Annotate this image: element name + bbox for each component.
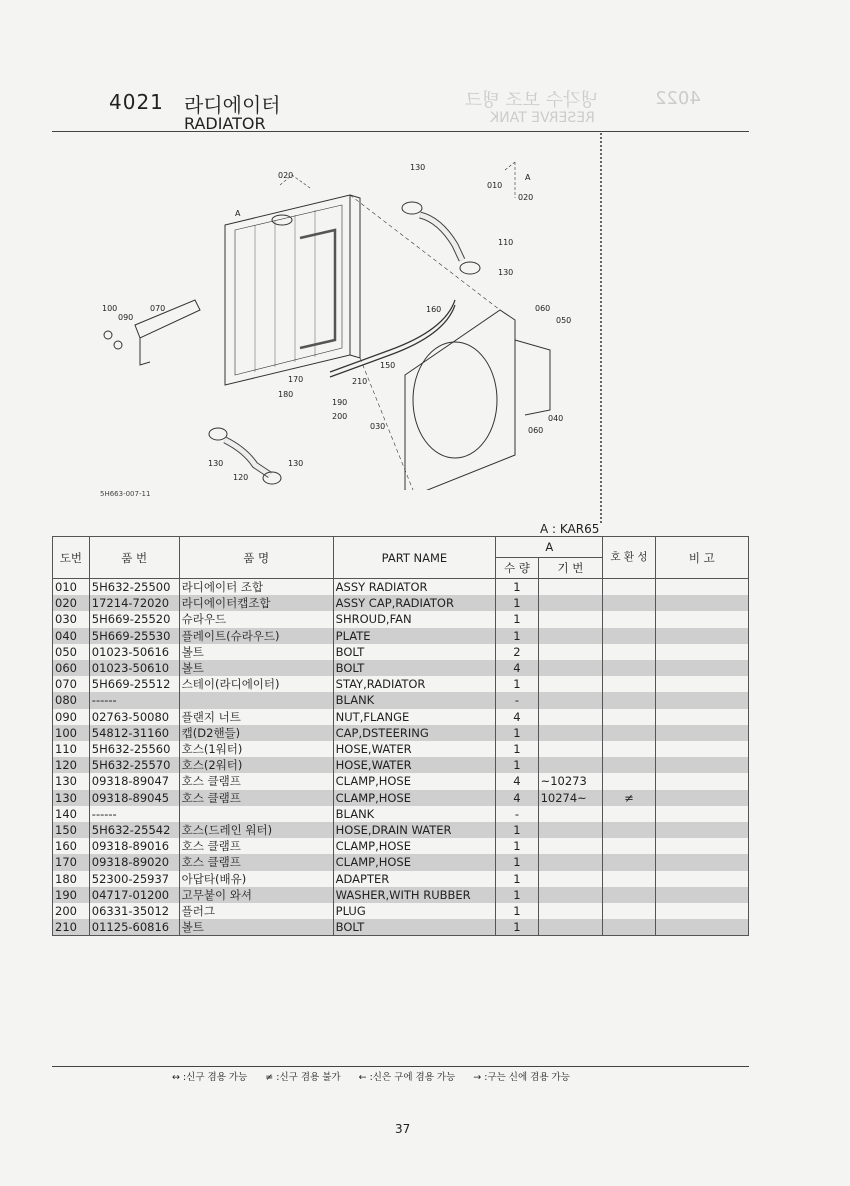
table-row bbox=[53, 790, 749, 806]
cell-qty: 1 bbox=[496, 919, 538, 936]
cell-code: 01023-50610 bbox=[89, 660, 179, 676]
cell-qty: 1 bbox=[496, 628, 538, 644]
callout-label: 120 bbox=[233, 473, 249, 482]
callout-label: A bbox=[235, 209, 241, 218]
table-row bbox=[53, 709, 749, 725]
cell-ex bbox=[603, 871, 655, 887]
cell-en: BLANK bbox=[333, 806, 496, 822]
cell-remarks bbox=[655, 660, 748, 676]
cell-no: 190 bbox=[53, 887, 90, 903]
table-row bbox=[53, 725, 749, 741]
cell-code: 09318-89047 bbox=[89, 773, 179, 789]
cell-remarks bbox=[655, 903, 748, 919]
cell-remarks bbox=[655, 676, 748, 692]
cell-en: HOSE,WATER bbox=[333, 741, 496, 757]
cell-ex bbox=[603, 838, 655, 854]
cell-qty: 1 bbox=[496, 822, 538, 838]
cell-no: 090 bbox=[53, 709, 90, 725]
cell-remarks bbox=[655, 741, 748, 757]
cell-remarks bbox=[655, 919, 748, 936]
header-name-ko: 품 명 bbox=[179, 537, 333, 579]
callout-label: 110 bbox=[498, 238, 514, 247]
cell-en: CLAMP,HOSE bbox=[333, 790, 496, 806]
cell-ko bbox=[179, 692, 333, 708]
table-row bbox=[53, 741, 749, 757]
parts-table bbox=[52, 536, 749, 936]
cell-remarks bbox=[655, 692, 748, 708]
table-row bbox=[53, 676, 749, 692]
cell-qty: - bbox=[496, 806, 538, 822]
cell-ex bbox=[603, 692, 655, 708]
header-rule bbox=[52, 131, 749, 132]
cell-remarks bbox=[655, 806, 748, 822]
cell-qty: 1 bbox=[496, 741, 538, 757]
cell-code: 5H669-25530 bbox=[89, 628, 179, 644]
cell-remarks bbox=[655, 725, 748, 741]
table-row bbox=[53, 822, 749, 838]
cell-qty: 1 bbox=[496, 676, 538, 692]
cell-remarks bbox=[655, 871, 748, 887]
callout-label: 030 bbox=[370, 422, 386, 431]
table-row bbox=[53, 660, 749, 676]
header-group: A bbox=[496, 537, 603, 558]
cell-remarks bbox=[655, 773, 748, 789]
cell-ex bbox=[603, 773, 655, 789]
legend-item: ≠ :신구 겸용 불가 bbox=[265, 1072, 341, 1083]
cell-serial bbox=[538, 822, 603, 838]
callout-label: 070 bbox=[150, 304, 166, 313]
callout-label: 180 bbox=[278, 390, 294, 399]
cell-code: 06331-35012 bbox=[89, 903, 179, 919]
cell-remarks bbox=[655, 854, 748, 870]
cell-ex bbox=[603, 611, 655, 627]
table-row bbox=[53, 887, 749, 903]
cell-qty: 4 bbox=[496, 773, 538, 789]
table-row bbox=[53, 919, 749, 936]
cell-no: 110 bbox=[53, 741, 90, 757]
cell-no: 040 bbox=[53, 628, 90, 644]
table-row bbox=[53, 903, 749, 919]
cell-ex bbox=[603, 903, 655, 919]
cell-serial bbox=[538, 660, 603, 676]
cell-en: STAY,RADIATOR bbox=[333, 676, 496, 692]
cell-en: BOLT bbox=[333, 644, 496, 660]
cell-code: 17214-72020 bbox=[89, 595, 179, 611]
cell-code: 5H669-25520 bbox=[89, 611, 179, 627]
cell-ko: 스테이(라디에이터) bbox=[179, 676, 333, 692]
cell-serial bbox=[538, 628, 603, 644]
cell-ex bbox=[603, 709, 655, 725]
callout-label: 060 bbox=[535, 304, 551, 313]
model-indicator: A : KAR65 bbox=[540, 522, 600, 536]
cell-serial bbox=[538, 692, 603, 708]
callout-label: 170 bbox=[288, 375, 304, 384]
cell-serial bbox=[538, 595, 603, 611]
cell-no: 160 bbox=[53, 838, 90, 854]
bleed-through-subtitle: RESERVE TANK bbox=[490, 110, 595, 126]
cell-ko bbox=[179, 806, 333, 822]
cell-code: 52300-25937 bbox=[89, 871, 179, 887]
cell-no: 200 bbox=[53, 903, 90, 919]
cell-code: ------ bbox=[89, 806, 179, 822]
cell-no: 080 bbox=[53, 692, 90, 708]
cell-serial bbox=[538, 757, 603, 773]
cell-ex bbox=[603, 887, 655, 903]
cell-en: BLANK bbox=[333, 692, 496, 708]
cell-no: 210 bbox=[53, 919, 90, 936]
cell-qty: 1 bbox=[496, 757, 538, 773]
cell-serial bbox=[538, 611, 603, 627]
cell-ko: 호스(1워터) bbox=[179, 741, 333, 757]
cell-en: SHROUD,FAN bbox=[333, 611, 496, 627]
cell-no: 140 bbox=[53, 806, 90, 822]
cell-no: 100 bbox=[53, 725, 90, 741]
cell-en: PLATE bbox=[333, 628, 496, 644]
legend-item: → :구는 신에 겸용 가능 bbox=[473, 1072, 570, 1083]
cell-remarks bbox=[655, 595, 748, 611]
cell-no: 180 bbox=[53, 871, 90, 887]
cell-no: 010 bbox=[53, 579, 90, 596]
callout-label: 210 bbox=[352, 377, 368, 386]
legend-item: ↔ :신구 겸용 가능 bbox=[172, 1072, 248, 1083]
cell-ex: ≠ bbox=[603, 790, 655, 806]
cell-code: 04717-01200 bbox=[89, 887, 179, 903]
cell-serial bbox=[538, 644, 603, 660]
callout-label: 130 bbox=[498, 268, 514, 277]
header-serial: 기 번 bbox=[538, 558, 603, 579]
cell-ex bbox=[603, 579, 655, 596]
cell-ex bbox=[603, 757, 655, 773]
cell-remarks bbox=[655, 579, 748, 596]
cell-qty: - bbox=[496, 692, 538, 708]
cell-en: HOSE,DRAIN WATER bbox=[333, 822, 496, 838]
callout-label: 060 bbox=[528, 426, 544, 435]
cell-no: 060 bbox=[53, 660, 90, 676]
cell-en: HOSE,WATER bbox=[333, 757, 496, 773]
table-row bbox=[53, 628, 749, 644]
callout-label: 010 bbox=[487, 181, 503, 190]
callout-label: 040 bbox=[548, 414, 564, 423]
cell-serial bbox=[538, 725, 603, 741]
bleed-through-title: 냉각수 보조 탱크 bbox=[465, 90, 599, 111]
cell-remarks bbox=[655, 822, 748, 838]
cell-no: 130 bbox=[53, 773, 90, 789]
table-row bbox=[53, 579, 749, 596]
cell-serial bbox=[538, 919, 603, 936]
cell-remarks bbox=[655, 644, 748, 660]
cell-en: PLUG bbox=[333, 903, 496, 919]
cell-ko: 플랜지 너트 bbox=[179, 709, 333, 725]
cell-qty: 4 bbox=[496, 660, 538, 676]
cell-ex bbox=[603, 725, 655, 741]
cell-ex bbox=[603, 919, 655, 936]
callout-label: 150 bbox=[380, 361, 396, 370]
callout-label: 090 bbox=[118, 313, 134, 322]
cell-code: 5H632-25560 bbox=[89, 741, 179, 757]
cell-qty: 1 bbox=[496, 579, 538, 596]
cell-no: 070 bbox=[53, 676, 90, 692]
cell-ex bbox=[603, 741, 655, 757]
cell-code: 54812-31160 bbox=[89, 725, 179, 741]
cell-code: 09318-89045 bbox=[89, 790, 179, 806]
cell-serial bbox=[538, 903, 603, 919]
cell-remarks bbox=[655, 709, 748, 725]
header-exchange: 호 환 성 bbox=[603, 537, 655, 579]
callout-label: A bbox=[525, 173, 531, 182]
cell-ex bbox=[603, 595, 655, 611]
callout-label: 130 bbox=[410, 163, 426, 172]
cell-qty: 1 bbox=[496, 725, 538, 741]
cell-serial bbox=[538, 871, 603, 887]
header-code: 품 번 bbox=[89, 537, 179, 579]
callout-label: 190 bbox=[332, 398, 348, 407]
cell-ex bbox=[603, 822, 655, 838]
cell-code: 01125-60816 bbox=[89, 919, 179, 936]
cell-serial: 10274~ bbox=[538, 790, 603, 806]
cell-ko: 캡(D2핸들) bbox=[179, 725, 333, 741]
cell-ko: 아답타(배유) bbox=[179, 871, 333, 887]
cell-serial: ~10273 bbox=[538, 773, 603, 789]
cell-ko: 볼트 bbox=[179, 644, 333, 660]
cell-code: 5H632-25500 bbox=[89, 579, 179, 596]
table-row bbox=[53, 611, 749, 627]
page-number: 37 bbox=[395, 1122, 411, 1136]
table-row bbox=[53, 595, 749, 611]
cell-qty: 1 bbox=[496, 887, 538, 903]
cell-ko: 호스 클램프 bbox=[179, 773, 333, 789]
callout-label: 200 bbox=[332, 412, 348, 421]
callout-label: 160 bbox=[426, 305, 442, 314]
table-bottom-rule bbox=[52, 1066, 749, 1067]
cell-en: ADAPTER bbox=[333, 871, 496, 887]
cell-serial bbox=[538, 854, 603, 870]
diagram-code: 5H663-007-11 bbox=[100, 490, 151, 498]
cell-ex bbox=[603, 660, 655, 676]
header-remarks: 비 고 bbox=[655, 537, 748, 579]
header-qty: 수 량 bbox=[496, 558, 538, 579]
cell-remarks bbox=[655, 628, 748, 644]
cell-ko: 호스(2워터) bbox=[179, 757, 333, 773]
cell-no: 130 bbox=[53, 790, 90, 806]
cell-ko: 호스 클램프 bbox=[179, 854, 333, 870]
cell-code: 09318-89020 bbox=[89, 854, 179, 870]
callout-label: 050 bbox=[556, 316, 572, 325]
header-name-en: PART NAME bbox=[333, 537, 496, 579]
cell-qty: 4 bbox=[496, 790, 538, 806]
cell-remarks bbox=[655, 611, 748, 627]
cell-en: CLAMP,HOSE bbox=[333, 773, 496, 789]
cell-serial bbox=[538, 887, 603, 903]
cell-code: 5H632-25542 bbox=[89, 822, 179, 838]
cell-ex bbox=[603, 644, 655, 660]
cell-qty: 1 bbox=[496, 838, 538, 854]
cell-code: 5H632-25570 bbox=[89, 757, 179, 773]
cell-ex bbox=[603, 628, 655, 644]
cell-ko: 슈라우드 bbox=[179, 611, 333, 627]
cell-remarks bbox=[655, 790, 748, 806]
cell-no: 030 bbox=[53, 611, 90, 627]
cell-ko: 플레이트(슈라우드) bbox=[179, 628, 333, 644]
cell-no: 020 bbox=[53, 595, 90, 611]
callout-label: 100 bbox=[102, 304, 118, 313]
section-title-korean: 라디에이터 bbox=[184, 93, 281, 117]
cell-ko: 호스 클램프 bbox=[179, 790, 333, 806]
cell-remarks bbox=[655, 838, 748, 854]
dotted-divider bbox=[600, 133, 602, 523]
cell-en: BOLT bbox=[333, 660, 496, 676]
cell-qty: 1 bbox=[496, 903, 538, 919]
cell-ko: 플러그 bbox=[179, 903, 333, 919]
compatibility-legend bbox=[172, 1069, 570, 1083]
cell-ko: 볼트 bbox=[179, 919, 333, 936]
cell-serial bbox=[538, 709, 603, 725]
cell-no: 150 bbox=[53, 822, 90, 838]
cell-serial bbox=[538, 806, 603, 822]
cell-no: 170 bbox=[53, 854, 90, 870]
cell-ko: 볼트 bbox=[179, 660, 333, 676]
cell-qty: 1 bbox=[496, 611, 538, 627]
callout-label: 020 bbox=[278, 171, 294, 180]
header-no: 도번 bbox=[53, 537, 90, 579]
cell-ex bbox=[603, 854, 655, 870]
cell-ko: 라디에이터캡조합 bbox=[179, 595, 333, 611]
cell-qty: 4 bbox=[496, 709, 538, 725]
table-row bbox=[53, 644, 749, 660]
cell-no: 050 bbox=[53, 644, 90, 660]
cell-serial bbox=[538, 838, 603, 854]
cell-qty: 1 bbox=[496, 854, 538, 870]
cell-serial bbox=[538, 579, 603, 596]
bleed-through-number: 4022 bbox=[655, 88, 701, 109]
cell-no: 120 bbox=[53, 757, 90, 773]
cell-code: ------ bbox=[89, 692, 179, 708]
callout-label: 130 bbox=[208, 459, 224, 468]
exploded-parts-diagram bbox=[60, 150, 600, 490]
table-row bbox=[53, 773, 749, 789]
cell-en: ASSY CAP,RADIATOR bbox=[333, 595, 496, 611]
cell-ko: 라디에이터 조합 bbox=[179, 579, 333, 596]
legend-item: ← :신은 구에 겸용 가능 bbox=[358, 1072, 456, 1083]
table-row bbox=[53, 854, 749, 870]
table-row bbox=[53, 838, 749, 854]
cell-ex bbox=[603, 806, 655, 822]
cell-qty: 1 bbox=[496, 871, 538, 887]
callout-label: 020 bbox=[518, 193, 534, 202]
cell-ko: 고무붙이 와셔 bbox=[179, 887, 333, 903]
table-row bbox=[53, 692, 749, 708]
cell-qty: 2 bbox=[496, 644, 538, 660]
table-row bbox=[53, 757, 749, 773]
cell-serial bbox=[538, 741, 603, 757]
cell-qty: 1 bbox=[496, 595, 538, 611]
cell-en: CLAMP,HOSE bbox=[333, 854, 496, 870]
cell-ko: 호스(드레인 워터) bbox=[179, 822, 333, 838]
table-row bbox=[53, 871, 749, 887]
cell-remarks bbox=[655, 887, 748, 903]
cell-remarks bbox=[655, 757, 748, 773]
cell-code: 02763-50080 bbox=[89, 709, 179, 725]
cell-en: NUT,FLANGE bbox=[333, 709, 496, 725]
callout-label: 130 bbox=[288, 459, 304, 468]
cell-code: 5H669-25512 bbox=[89, 676, 179, 692]
cell-en: ASSY RADIATOR bbox=[333, 579, 496, 596]
cell-code: 01023-50616 bbox=[89, 644, 179, 660]
cell-en: CLAMP,HOSE bbox=[333, 838, 496, 854]
section-title-english: RADIATOR bbox=[184, 114, 266, 133]
section-number: 4021 bbox=[109, 90, 164, 114]
cell-en: WASHER,WITH RUBBER bbox=[333, 887, 496, 903]
cell-code: 09318-89016 bbox=[89, 838, 179, 854]
cell-serial bbox=[538, 676, 603, 692]
cell-en: CAP,DSTEERING bbox=[333, 725, 496, 741]
cell-ko: 호스 클램프 bbox=[179, 838, 333, 854]
table-row bbox=[53, 806, 749, 822]
cell-en: BOLT bbox=[333, 919, 496, 936]
cell-ex bbox=[603, 676, 655, 692]
